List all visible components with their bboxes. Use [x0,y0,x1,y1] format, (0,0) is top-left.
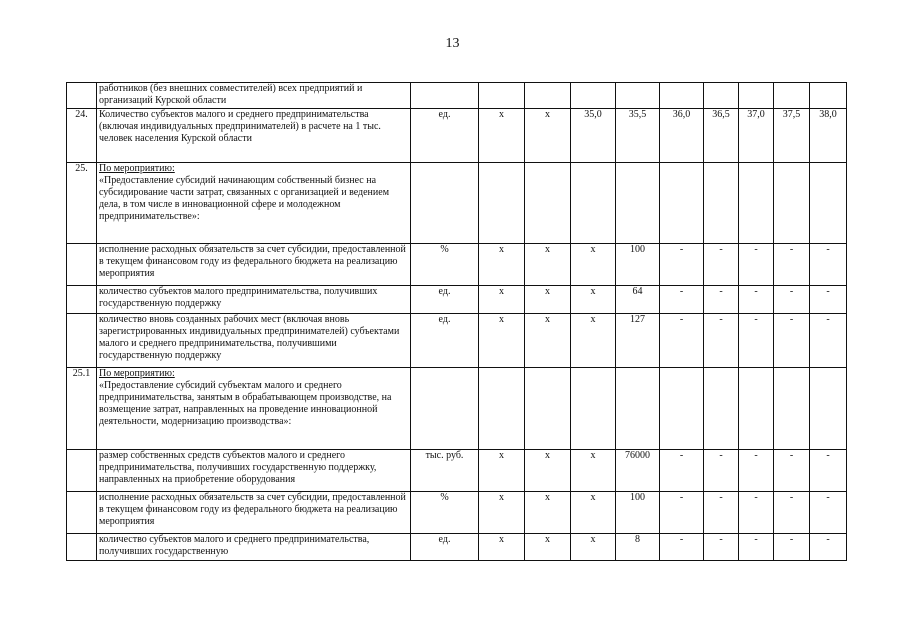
value-cell: х [479,314,525,368]
value-cell: 100 [616,244,660,286]
indicator-name: «Предоставление субсидий начинающим собственный бизнес на субсидирование части затрат, связанных с организацией и ведением дела, в том числе в инновационной сфере и молодежном предпринимательстве»: [99,175,390,222]
value-cell [739,83,774,109]
value-cell: 8 [616,534,660,561]
table-row [67,534,847,561]
table-row [67,109,847,163]
value-cell: х [479,492,525,534]
value-cell: х [525,314,571,368]
value-cell: - [660,492,704,534]
value-cell: х [571,534,616,561]
indicator-name: количество субъектов малого и среднего предпринимательства, получивших государственную [99,534,370,557]
value-cell: х [479,286,525,314]
value-cell [810,368,847,450]
value-cell [739,163,774,244]
table-row [67,286,847,314]
table-row [67,244,847,286]
value-cell: - [660,286,704,314]
value-cell: - [660,314,704,368]
indicator-name-cell [97,492,411,534]
value-cell [525,163,571,244]
value-cell: х [479,534,525,561]
row-number [67,286,97,314]
table-row [67,368,847,450]
value-cell: х [571,492,616,534]
indicator-name-cell [97,286,411,314]
value-cell: - [774,450,810,492]
value-cell: 37,0 [739,109,774,163]
unit-cell [411,368,479,450]
row-number [67,83,97,109]
unit-cell: % [411,492,479,534]
value-cell [525,83,571,109]
value-cell [571,83,616,109]
value-cell: - [704,314,739,368]
value-cell: х [571,450,616,492]
value-cell: 127 [616,314,660,368]
page-number: 13 [445,36,460,51]
indicator-name: исполнение расходных обязательств за счет субсидии, предоставленной в текущем финансовом году из федерального бюджета на реализацию мероприятия [99,244,406,279]
value-cell: - [704,492,739,534]
value-cell [479,83,525,109]
value-cell: 76000 [616,450,660,492]
value-cell: - [739,450,774,492]
value-cell: х [479,244,525,286]
value-cell [616,368,660,450]
row-number: 25. [67,163,97,244]
row-number: 24. [67,109,97,163]
value-cell [810,83,847,109]
value-cell: х [525,109,571,163]
indicator-name-cell [97,83,411,109]
value-cell: - [810,286,847,314]
row-number [67,534,97,561]
value-cell: х [525,534,571,561]
value-cell: - [660,244,704,286]
value-cell: - [774,244,810,286]
value-cell [525,368,571,450]
value-cell: - [774,286,810,314]
table-row [67,492,847,534]
unit-cell: ед. [411,286,479,314]
value-cell [774,163,810,244]
table-body [67,83,847,561]
measure-heading: По мероприятию: [99,368,175,379]
row-number [67,450,97,492]
value-cell: х [571,244,616,286]
value-cell: - [810,450,847,492]
value-cell [704,83,739,109]
value-cell [810,163,847,244]
value-cell [660,368,704,450]
indicator-name: работников (без внешних совместителей) всех предприятий и организаций Курской области [99,83,363,106]
value-cell: 35,5 [616,109,660,163]
value-cell [704,163,739,244]
value-cell: - [810,314,847,368]
value-cell [739,368,774,450]
value-cell: 36,5 [704,109,739,163]
value-cell [660,163,704,244]
value-cell: х [525,286,571,314]
value-cell: 36,0 [660,109,704,163]
indicator-name-cell [97,244,411,286]
value-cell: - [810,534,847,561]
measure-heading: По мероприятию: [99,163,175,174]
unit-cell [411,163,479,244]
value-cell: - [774,314,810,368]
unit-cell [411,83,479,109]
value-cell: - [739,286,774,314]
value-cell: х [525,450,571,492]
indicator-name-cell [97,368,411,450]
value-cell [616,163,660,244]
unit-cell: % [411,244,479,286]
unit-cell: ед. [411,534,479,561]
unit-cell: тыс. руб. [411,450,479,492]
value-cell: х [525,244,571,286]
indicator-name-cell [97,109,411,163]
indicator-name: «Предоставление субсидий субъектам малого и среднего предпринимательства, занятым в обрабатывающем производстве, на возмещение затрат, направленных на проведение инновационной деятельности, модернизацию производства»: [99,380,392,427]
value-cell: - [774,492,810,534]
value-cell: 37,5 [774,109,810,163]
indicator-name-cell [97,163,411,244]
value-cell: х [479,450,525,492]
row-number [67,492,97,534]
value-cell: х [479,109,525,163]
table-row [67,450,847,492]
indicators-table [66,82,847,561]
value-cell: - [704,534,739,561]
indicator-name: размер собственных средств субъектов малого и среднего предпринимательства, получивших государственную поддержку, направленных на приобретение оборудования [99,450,377,485]
value-cell: - [810,244,847,286]
indicator-name: Количество субъектов малого и среднего предпринимательства (включая индивидуальных предпринимателей) в расчете на 1 тыс. человек населения Курской области [99,109,381,144]
unit-cell: ед. [411,109,479,163]
value-cell [571,368,616,450]
value-cell [479,163,525,244]
value-cell: 35,0 [571,109,616,163]
value-cell [616,83,660,109]
value-cell [571,163,616,244]
value-cell: - [660,450,704,492]
value-cell: - [704,244,739,286]
indicator-name: количество вновь созданных рабочих мест (включая вновь зарегистрированных индивидуальных предпринимателей) субъектами малого и среднего предпринимательства, получившими государственную поддержку [99,314,400,361]
value-cell: - [704,286,739,314]
value-cell [479,368,525,450]
unit-cell: ед. [411,314,479,368]
value-cell: 38,0 [810,109,847,163]
value-cell: - [739,534,774,561]
indicator-name: количество субъектов малого предпринимательства, получивших государственную поддержку [99,286,378,309]
value-cell: х [571,286,616,314]
value-cell: - [739,492,774,534]
value-cell: - [739,314,774,368]
value-cell: - [660,534,704,561]
indicator-name: исполнение расходных обязательств за счет субсидии, предоставленной в текущем финансовом году из федерального бюджета на реализацию мероприятия [99,492,406,527]
value-cell: - [774,534,810,561]
value-cell: 64 [616,286,660,314]
value-cell [660,83,704,109]
indicator-name-cell [97,534,411,561]
row-number [67,314,97,368]
table-row [67,163,847,244]
value-cell [704,368,739,450]
value-cell: 100 [616,492,660,534]
row-number [67,244,97,286]
table-row [67,83,847,109]
value-cell: - [810,492,847,534]
value-cell [774,368,810,450]
value-cell: - [704,450,739,492]
value-cell [774,83,810,109]
row-number: 25.1 [67,368,97,450]
value-cell: - [739,244,774,286]
indicator-name-cell [97,450,411,492]
value-cell: х [571,314,616,368]
value-cell: х [525,492,571,534]
indicator-name-cell [97,314,411,368]
table-row [67,314,847,368]
